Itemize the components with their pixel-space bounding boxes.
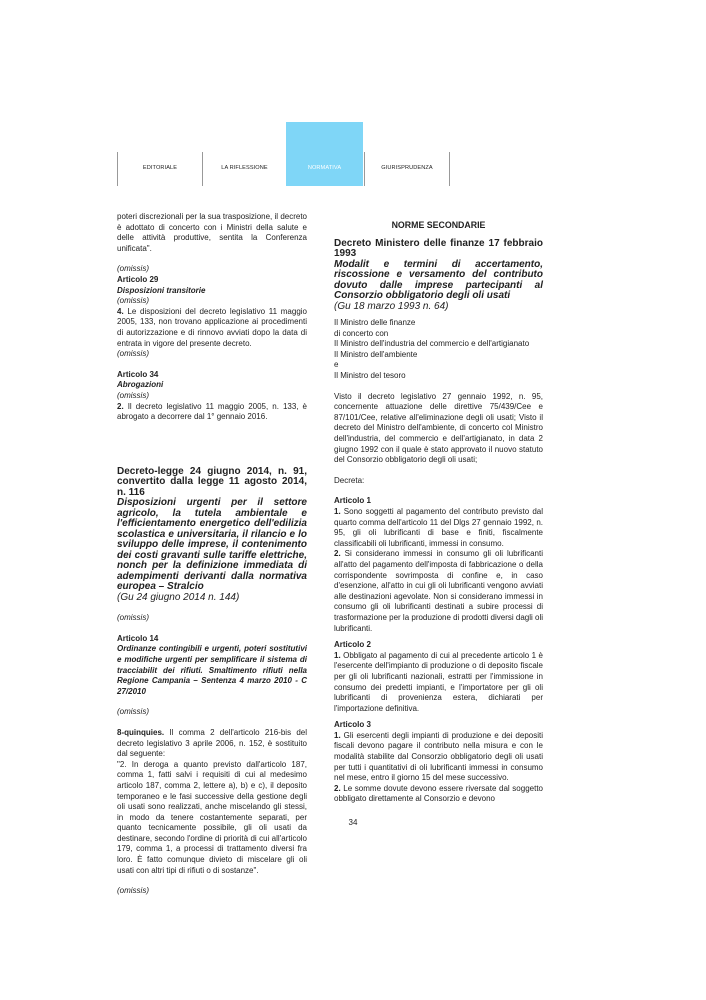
comma-text: Il decreto legislativo 11 maggio 2005, n. 133, è abrogato a decorrere dal 1° gennaio 2016. <box>117 401 307 422</box>
comma-number: 2. <box>334 783 341 793</box>
omissis: (omissis) <box>117 264 149 274</box>
comma-number: 2. <box>117 401 124 411</box>
comma-text: Il comma 2 dell'articolo 216-bis del decreto legislativo 3 aprile 2006, n. 152, è sostituito dal seguente: <box>117 727 307 759</box>
comma-text: Sono soggetti al pagamento del contributo previsto dal quarto comma dell'articolo 11 del Dlgs 27 gennaio 1992, n. 95, gli oli lubrificanti di base e finiti, fiscalmente classificabili oli lubrificanti, immessi in consumo. <box>334 507 543 548</box>
comma-number: 1. <box>334 730 341 740</box>
decree-subtitle: Modalit e termini di accertamento, riscossione e versamento del contributo dovuto dalle imprese partecipanti al Consorzio obbligatorio degli oli usati <box>334 258 543 302</box>
omissis: (omissis) <box>117 349 149 359</box>
comma-number: 4. <box>117 306 124 316</box>
tab-editoriale[interactable]: EDITORIALE <box>142 165 178 171</box>
omissis: (omissis) <box>117 707 149 717</box>
left-column <box>117 212 307 897</box>
section-tab-bar <box>0 0 706 185</box>
comma-number: 1. <box>334 650 341 660</box>
gazette-reference: (Gu 24 giugno 2014 n. 144) <box>117 591 240 603</box>
minister-line: Il Ministro del tesoro <box>334 371 406 381</box>
page-number: 34 <box>348 818 358 827</box>
minister-line: Il Ministro dell'ambiente <box>334 349 418 359</box>
paragraph <box>334 507 543 549</box>
article-title: Articolo 14 <box>117 633 159 643</box>
paragraph <box>117 307 307 349</box>
article-subtitle: Ordinanze contingibili e urgenti, poteri sostitutivi e modifiche urgenti per semplificare il sistema di tracciabilit dei rifiuti. Smaltimento rifiuti nella Regione Campania – Sentenza 4 marzo 2010 - C 27/2010 <box>117 644 307 696</box>
omissis: (omissis) <box>117 296 149 306</box>
section-heading: NORME SECONDARIE <box>391 220 486 230</box>
paragraph <box>334 651 543 715</box>
minister-line: di concerto con <box>334 328 389 338</box>
comma-text: Gli esercenti degli impianti di produzione e dei depositi fiscali devono pagare il contributo nella misura e con le modalità stabilite dal Consorzio obbligatorio degli oli usati per tutti i quantitativi di oli lubrificanti immessi in consumo nel mese, entro il giorno 15 del mese successivo. <box>334 730 543 783</box>
comma-number: 8-quinquies. <box>117 727 165 737</box>
gazette-reference: (Gu 18 marzo 1993 n. 64) <box>334 300 449 312</box>
omissis: (omissis) <box>117 390 149 400</box>
omissis: (omissis) <box>117 613 149 623</box>
paragraph: poteri discrezionali per la sua trasposizione, il decreto è adottato di concerto con i Ministri della salute e delle attività produttive, sentita la Conferenza unificata". <box>117 212 307 253</box>
article-title: Articolo 1 <box>334 496 371 506</box>
paragraph <box>117 402 307 423</box>
tab-normativa[interactable]: NORMATIVA <box>286 122 363 186</box>
comma-number: 1. <box>334 507 341 516</box>
right-column <box>334 212 543 805</box>
minister-line: e <box>334 360 339 370</box>
decreta-label: Decreta: <box>334 475 365 485</box>
preamble: Visto il decreto legislativo 27 gennaio 1992, n. 95, concernente attuazione delle direttive 75/439/Cee e 87/101/Cee, relative all'eliminazione degli oli usati; Visto il decreto del Ministro dell'ambiente, di concerto col Ministro dell'industria, del commercio e dell'artigianato, in data 2 giugno 1992 con il quale è stato approvato il nuovo statuto del Consorzio obbligatorio degli oli usati; <box>334 391 543 465</box>
paragraph <box>334 784 543 805</box>
tab-la-riflessione[interactable]: LA RIFLESSIONE <box>221 165 268 171</box>
tab-giurisprudenza[interactable]: GIURISPRUDENZA <box>381 165 433 171</box>
quoted-text: "2. In deroga a quanto previsto dall'articolo 187, comma 1, fatti salvi i requisiti di cui al medesimo articolo 187, comma 2, lettere a), b) e c), il deposito temporaneo e le fasi successive della gestione degli oli usati sono realizzati, anche miscelando gli stessi, in modo da tenere costantemente separati, per quanto tecnicamente possibile, gli oli usati da destinare, secondo l'ordine di priorità di cui all'articolo 179, comma 1, a processi di trattamento diversi fra loro. È fatto comunque divieto di miscelare gli oli usati con altri tipi di rifiuti o di sostanze". <box>117 759 307 875</box>
minister-line: Il Ministro delle finanze <box>334 318 416 328</box>
paragraph <box>117 728 307 760</box>
article-title: Articolo 2 <box>334 640 371 650</box>
decree-title: Decreto-legge 24 giugno 2014, n. 91, convertito dalla legge 11 agosto 2014, n. 116 <box>117 465 307 498</box>
comma-text: Obbligato al pagamento di cui al precedente articolo 1 è l'esercente dell'impianto di produzione o di deposito fiscale per gli oli lubrificanti nazionali, estratti per l'immissione in consumo dei predetti impianti, e l'importatore per gli oli lubrificanti di provenienza estera, dichiarati per l'importazione definitiva. <box>334 650 543 713</box>
comma-text: Si considerano immessi in consumo gli oli lubrificanti all'atto del pagamento dell'imposta di fabbricazione o della corrispondente sovrimposta di confine e, in caso d'esenzione, all'atto in cui gli oli lubrificanti vengono avviati alle destinazioni agevolate. Non si considerano immessi in consumo gli oli lubrificanti destinati a subire processi di trasformazione per la produzione di prodotti diversi dagli oli lubrificanti. <box>334 549 543 633</box>
article-title: Articolo 29 <box>117 274 159 284</box>
minister-line: Il Ministro dell'industria del commercio e dell'artigianato <box>334 339 530 349</box>
comma-text: Le disposizioni del decreto legislativo 11 maggio 2005, 133, non trovano applicazione ai procedimenti di autorizzazione e di rinnovo avviati dopo la data di entrata in vigore del presente decreto. <box>117 306 307 348</box>
decree-title: Decreto Ministero delle finanze 17 febbraio 1993 <box>334 237 543 260</box>
paragraph <box>334 549 543 634</box>
decree-subtitle: Disposizioni urgenti per il settore agricolo, la tutela ambientale e l'efficientamento energetico dell'edilizia scolastica e universitaria, il rilancio e lo sviluppo delle imprese, il contenimento dei costi gravanti sulle tariffe elettriche, nonch per la definizione immediata di adempimenti derivanti dalla normativa europea – Stralcio <box>117 497 307 593</box>
article-subtitle: Disposizioni transitorie <box>117 285 206 295</box>
article-title: Articolo 3 <box>334 720 371 730</box>
paragraph <box>334 731 543 784</box>
omissis: (omissis) <box>117 886 149 896</box>
article-subtitle: Abrogazioni <box>117 380 164 390</box>
article-title: Articolo 34 <box>117 369 159 379</box>
tab-divider <box>449 152 450 186</box>
comma-number: 2. <box>334 549 341 559</box>
comma-text: Le somme dovute devono essere riversate dal soggetto obbligato direttamente al Consorzio e devono <box>334 783 543 804</box>
